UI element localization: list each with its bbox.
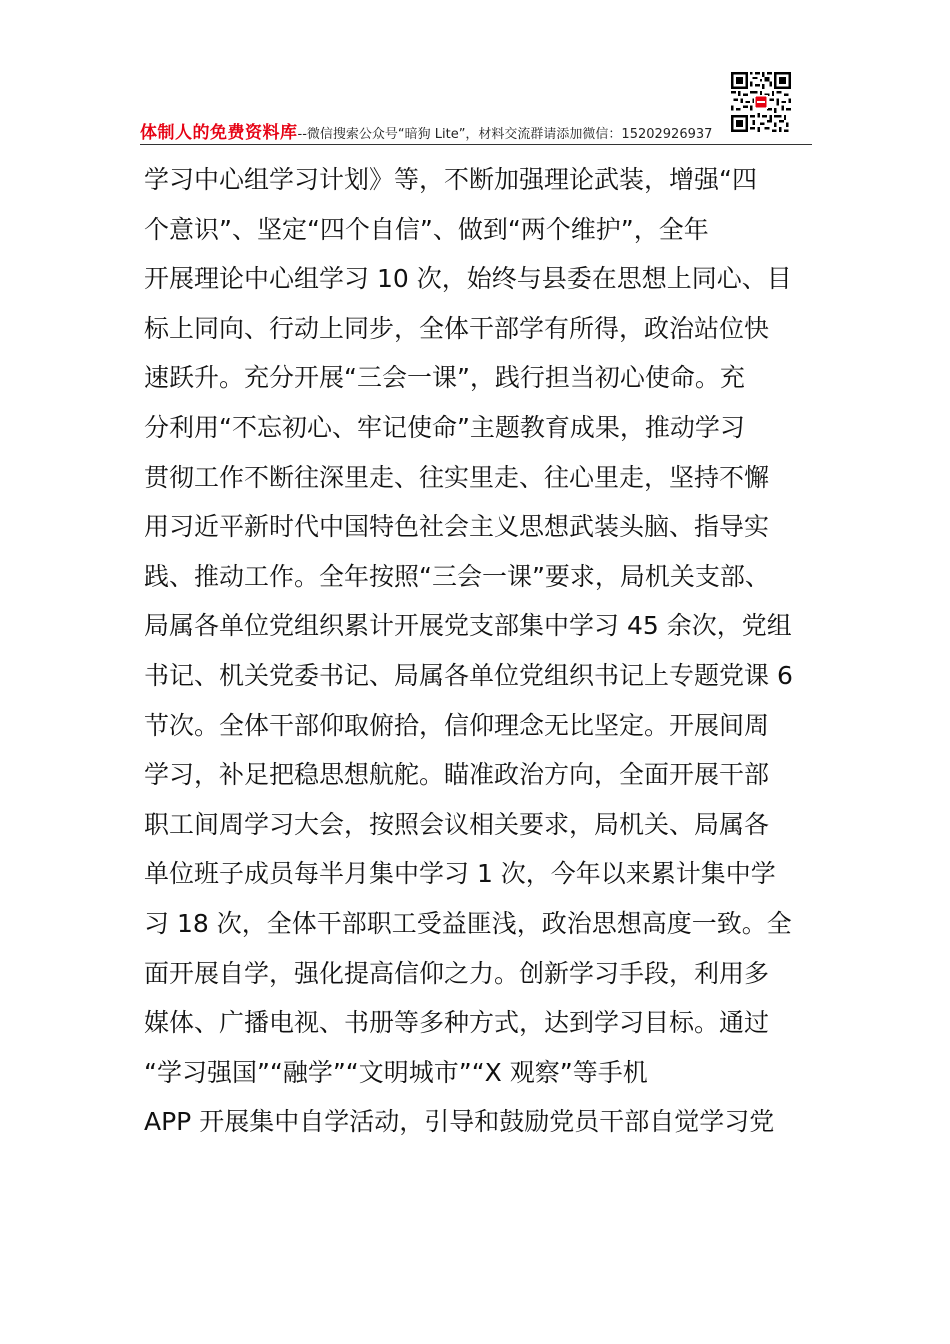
- document-body: [144, 155, 814, 1147]
- body-line-18: 媒体、广播电视、书册等多种方式，达到学习目标。通过: [144, 1008, 770, 1038]
- header-brand: 体制人的免费资料库: [140, 123, 298, 143]
- body-line-20: APP 开展集中自学活动，引导和鼓励党员干部自觉学习党: [144, 1107, 775, 1137]
- body-line-7: 贯彻工作不断往深里走、往实里走、往心里走，坚持不懈: [144, 462, 770, 492]
- body-line-11: 书记、机关党委书记、局属各单位党组织书记上专题党课 6: [144, 660, 793, 690]
- body-line-6: 分利用“不忘初心、牢记使命”主题教育成果，推动学习: [144, 412, 745, 442]
- body-line-12: 节次。全体干部仰取俯拾，信仰理念无比坚定。开展间周: [144, 710, 770, 740]
- body-line-13: 学习，补足把稳思想航舵。瞄准政治方向，全面开展干部: [144, 760, 770, 790]
- body-line-19: “学习强国”“融学”“文明城市”“X 观察”等手机: [144, 1057, 648, 1087]
- body-line-3: 开展理论中心组学习 10 次，始终与县委在思想上同心、目: [144, 264, 792, 294]
- body-line-10: 局属各单位党组织累计开展党支部集中学习 45 余次，党组: [144, 611, 792, 641]
- header-rule: [140, 144, 812, 145]
- body-line-15: 单位班子成员每半月集中学习 1 次，今年以来累计集中学: [144, 859, 776, 889]
- body-line-16: 习 18 次，全体干部职工受益匪浅，政治思想高度一致。全: [144, 908, 792, 938]
- body-line-1: 学习中心组学习计划》等，不断加强理论武装，增强“四: [144, 165, 757, 194]
- page-header: [140, 120, 740, 146]
- body-line-2: 个意识”、坚定“四个自信”、做到“两个维护”，全年: [144, 214, 709, 244]
- qr-code-icon: [731, 72, 791, 132]
- body-line-9: 践、推动工作。全年按照“三会一课”要求，局机关支部、: [144, 561, 770, 591]
- header-subtitle: --微信搜索公众号“暗狗 Lite”，材料交流群请添加微信：15202926937: [297, 127, 713, 142]
- body-line-4: 标上同向、行动上同步，全体干部学有所得，政治站位快: [144, 313, 770, 343]
- body-line-8: 用习近平新时代中国特色社会主义思想武装头脑、指导实: [144, 512, 770, 542]
- body-line-17: 面开展自学，强化提高信仰之力。创新学习手段，利用多: [144, 958, 770, 988]
- body-line-14: 职工间周学习大会，按照会议相关要求，局机关、局属各: [144, 809, 770, 839]
- body-line-5: 速跃升。充分开展“三会一课”，践行担当初心使命。充: [144, 363, 745, 393]
